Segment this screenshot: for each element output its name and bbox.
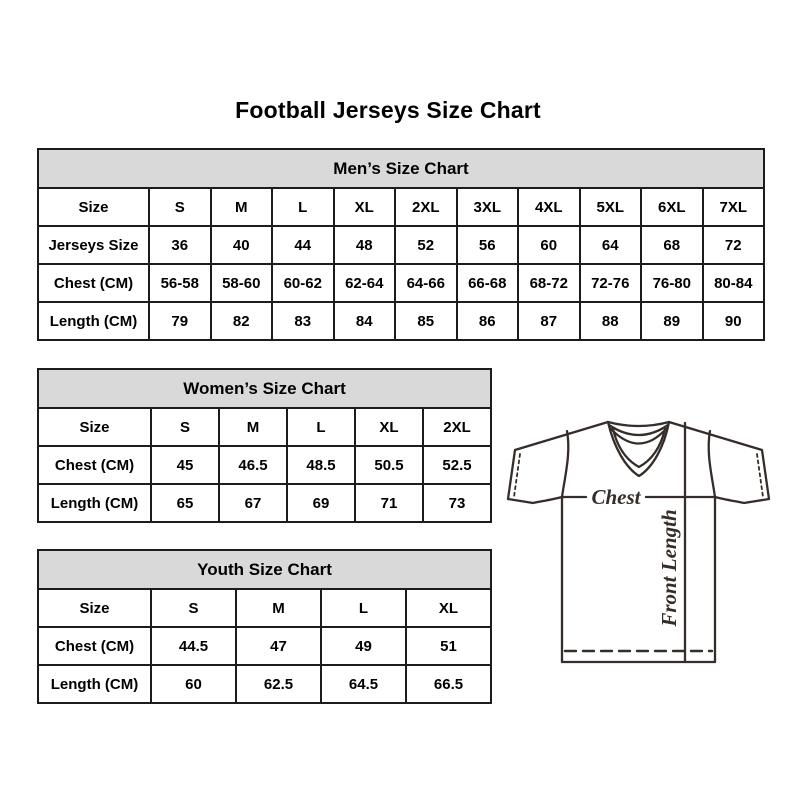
table-row — [38, 484, 491, 522]
table-cell: 60 — [151, 665, 236, 703]
table-cell: 44 — [272, 226, 334, 264]
table-cell: 48.5 — [287, 446, 355, 484]
table-cell: 83 — [272, 302, 334, 340]
youth-size-table — [37, 549, 492, 704]
table-cell: 45 — [151, 446, 219, 484]
table-cell: 69 — [287, 484, 355, 522]
table-row — [38, 665, 491, 703]
table-cell: 62.5 — [236, 665, 321, 703]
table-cell: 51 — [406, 627, 491, 665]
table-row — [38, 302, 764, 340]
table-cell: 84 — [334, 302, 396, 340]
table-title: Youth Size Chart — [38, 550, 491, 589]
row-label: Size — [38, 188, 149, 226]
table-cell: L — [272, 188, 334, 226]
jersey-armhole-left — [562, 431, 568, 497]
table-cell: 90 — [703, 302, 765, 340]
table-cell: S — [149, 188, 211, 226]
table-cell: L — [287, 408, 355, 446]
table-cell: 82 — [211, 302, 273, 340]
row-label: Length (CM) — [38, 302, 149, 340]
table-cell: 76-80 — [641, 264, 703, 302]
chest-label: Chest — [591, 485, 641, 509]
table-cell: 66.5 — [406, 665, 491, 703]
mens-size-table — [37, 148, 765, 341]
table-cell: S — [151, 408, 219, 446]
table-cell: S — [151, 589, 236, 627]
table-cell: 47 — [236, 627, 321, 665]
table-cell: 62-64 — [334, 264, 396, 302]
table-cell: L — [321, 589, 406, 627]
womens-size-table — [37, 368, 492, 523]
jersey-torso — [562, 497, 715, 662]
table-row — [38, 627, 491, 665]
table-cell: 36 — [149, 226, 211, 264]
table-cell: 79 — [149, 302, 211, 340]
table-cell: XL — [355, 408, 423, 446]
table-cell: 67 — [219, 484, 287, 522]
table-cell: 88 — [580, 302, 642, 340]
womens-table — [37, 368, 492, 523]
table-cell: 56-58 — [149, 264, 211, 302]
table-cell: M — [236, 589, 321, 627]
table-title: Women’s Size Chart — [38, 369, 491, 408]
table-header-row — [38, 550, 491, 589]
table-cell: 72 — [703, 226, 765, 264]
table-cell: 68 — [641, 226, 703, 264]
table-cell: 68-72 — [518, 264, 580, 302]
table-row — [38, 446, 491, 484]
table-cell: 4XL — [518, 188, 580, 226]
jersey-armhole-right — [709, 431, 715, 497]
row-label: Length (CM) — [38, 665, 151, 703]
table-cell: 87 — [518, 302, 580, 340]
table-cell: XL — [406, 589, 491, 627]
table-cell: XL — [334, 188, 396, 226]
table-cell: 58-60 — [211, 264, 273, 302]
row-label: Chest (CM) — [38, 446, 151, 484]
table-row — [38, 264, 764, 302]
table-cell: 52 — [395, 226, 457, 264]
table-cell: 49 — [321, 627, 406, 665]
page-title: Football Jerseys Size Chart — [235, 97, 541, 123]
table-cell: 65 — [151, 484, 219, 522]
table-cell: 89 — [641, 302, 703, 340]
table-cell: M — [219, 408, 287, 446]
row-label: Jerseys Size — [38, 226, 149, 264]
jersey-right-cuff-stitch — [757, 454, 763, 497]
row-label: Length (CM) — [38, 484, 151, 522]
table-title: Men’s Size Chart — [38, 149, 764, 188]
jersey-outline-icon — [505, 398, 775, 688]
table-header-row — [38, 369, 491, 408]
table-cell: 2XL — [423, 408, 491, 446]
table-row — [38, 408, 491, 446]
table-cell: 64-66 — [395, 264, 457, 302]
front-length-label: Front Length — [657, 509, 681, 627]
table-cell: 60-62 — [272, 264, 334, 302]
table-cell: 5XL — [580, 188, 642, 226]
table-cell: 85 — [395, 302, 457, 340]
table-cell: 50.5 — [355, 446, 423, 484]
table-cell: 86 — [457, 302, 519, 340]
table-cell: 2XL — [395, 188, 457, 226]
table-cell: M — [211, 188, 273, 226]
table-cell: 40 — [211, 226, 273, 264]
table-cell: 56 — [457, 226, 519, 264]
table-cell: 66-68 — [457, 264, 519, 302]
table-cell: 48 — [334, 226, 396, 264]
table-cell: 64.5 — [321, 665, 406, 703]
table-row — [38, 188, 764, 226]
table-cell: 52.5 — [423, 446, 491, 484]
row-label: Chest (CM) — [38, 264, 149, 302]
table-cell: 44.5 — [151, 627, 236, 665]
table-row — [38, 226, 764, 264]
table-cell: 73 — [423, 484, 491, 522]
jersey-collar-top — [608, 422, 669, 426]
jersey-measurement-diagram — [505, 398, 775, 688]
table-cell: 71 — [355, 484, 423, 522]
jersey-left-cuff-stitch — [514, 454, 520, 497]
table-cell: 72-76 — [580, 264, 642, 302]
table-cell: 7XL — [703, 188, 765, 226]
table-row — [38, 589, 491, 627]
youth-table — [37, 549, 492, 704]
row-label: Size — [38, 408, 151, 446]
row-label: Chest (CM) — [38, 627, 151, 665]
table-cell: 6XL — [641, 188, 703, 226]
table-cell: 46.5 — [219, 446, 287, 484]
row-label: Size — [38, 589, 151, 627]
table-header-row — [38, 149, 764, 188]
table-cell: 64 — [580, 226, 642, 264]
table-cell: 60 — [518, 226, 580, 264]
mens-table — [37, 148, 765, 341]
table-cell: 3XL — [457, 188, 519, 226]
table-cell: 80-84 — [703, 264, 765, 302]
